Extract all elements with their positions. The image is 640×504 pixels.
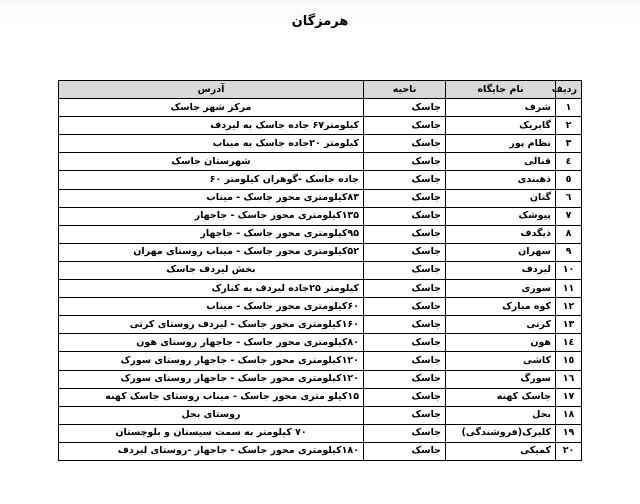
table-row bbox=[59, 207, 582, 225]
cell-index: ٤ bbox=[556, 153, 582, 171]
table-row bbox=[59, 117, 582, 135]
table-row bbox=[59, 352, 582, 370]
table-row bbox=[59, 424, 582, 442]
cell-address: شهرستان جاسک bbox=[59, 153, 364, 171]
table-row bbox=[59, 370, 582, 388]
cell-index: ۲۰ bbox=[556, 442, 582, 460]
table-row bbox=[59, 225, 582, 243]
cell-name: پیوشک bbox=[446, 207, 556, 225]
cell-index: ۱۳ bbox=[556, 316, 582, 334]
cell-district: جاسک bbox=[364, 352, 446, 370]
cell-address: ۶۰کیلومتری محور جاسک - میناب bbox=[59, 298, 364, 316]
cell-district: جاسک bbox=[364, 243, 446, 261]
page-title: هرمزگان bbox=[291, 14, 349, 29]
cell-index: ۱۱ bbox=[556, 280, 582, 298]
cell-district: جاسک bbox=[364, 153, 446, 171]
cell-district: جاسک bbox=[364, 261, 446, 279]
cell-address: ۷۰ کیلومتر به سمت سیستان و بلوچستان bbox=[59, 424, 364, 442]
cell-name: ذهبندی bbox=[446, 171, 556, 189]
cell-district: جاسک bbox=[364, 424, 446, 442]
cell-index: ۸ bbox=[556, 225, 582, 243]
cell-address: ۹۵کیلومتری محور جاسک - جاجهار bbox=[59, 225, 364, 243]
cell-address: ۸۳کیلومتری محور جاسک - میناب bbox=[59, 189, 364, 207]
cell-address: مرکز شهر جاسک bbox=[59, 99, 364, 117]
cell-address: بخش لیردف جاسک bbox=[59, 261, 364, 279]
cell-name: سهران bbox=[446, 243, 556, 261]
cell-name: بحل bbox=[446, 406, 556, 424]
cell-address: کیلومتر ۲۵جاده لیردف به کنارک bbox=[59, 280, 364, 298]
table-row bbox=[59, 135, 582, 153]
cell-district: جاسک bbox=[364, 280, 446, 298]
table-row bbox=[59, 153, 582, 171]
cell-district: جاسک bbox=[364, 99, 446, 117]
table-row bbox=[59, 334, 582, 352]
cell-district: جاسک bbox=[364, 207, 446, 225]
cell-name: سورگ bbox=[446, 370, 556, 388]
cell-address: ۸۰کیلومتری محور جاسک - جاجهار روستای هون bbox=[59, 334, 364, 352]
cell-index: ۲ bbox=[556, 117, 582, 135]
cell-address: کیلومتر۶۷ جاده جاسک به لیردف bbox=[59, 117, 364, 135]
cell-name: کرتی bbox=[446, 316, 556, 334]
cell-address: کیلومتر ۲۰جاده جاسک به میناب bbox=[59, 135, 364, 153]
cell-district: جاسک bbox=[364, 298, 446, 316]
cell-index: ۱٥ bbox=[556, 352, 582, 370]
cell-district: جاسک bbox=[364, 388, 446, 406]
table-row bbox=[59, 442, 582, 460]
table-row bbox=[59, 280, 582, 298]
stations-table bbox=[58, 80, 582, 461]
cell-district: جاسک bbox=[364, 117, 446, 135]
cell-district: جاسک bbox=[364, 370, 446, 388]
cell-index: ۱۰ bbox=[556, 261, 582, 279]
cell-name: شرف bbox=[446, 99, 556, 117]
header-index: ردیف bbox=[556, 81, 582, 99]
cell-index: ۱٤ bbox=[556, 334, 582, 352]
cell-address: روستای بحل bbox=[59, 406, 364, 424]
cell-index: ۱۲ bbox=[556, 298, 582, 316]
cell-name: جاسک کهنه bbox=[446, 388, 556, 406]
table-row bbox=[59, 189, 582, 207]
cell-address: ۵۲کیلومتری محور جاسک - میناب روستای مهران bbox=[59, 243, 364, 261]
table-body bbox=[59, 99, 582, 461]
cell-name: کلیرک(فروشندگی) bbox=[446, 424, 556, 442]
cell-name: گتان bbox=[446, 189, 556, 207]
cell-address: جاده جاسک -گوهران کیلومتر ۶۰ bbox=[59, 171, 364, 189]
cell-index: ٩ bbox=[556, 243, 582, 261]
cell-district: جاسک bbox=[364, 442, 446, 460]
cell-name: کوه مبارک bbox=[446, 298, 556, 316]
table-row bbox=[59, 99, 582, 117]
cell-name: نظام پور bbox=[446, 135, 556, 153]
header-district: ناحیه bbox=[364, 81, 446, 99]
cell-name: هون bbox=[446, 334, 556, 352]
cell-name: کمیکی bbox=[446, 442, 556, 460]
table-row bbox=[59, 261, 582, 279]
cell-district: جاسک bbox=[364, 171, 446, 189]
cell-index: ۱۷ bbox=[556, 388, 582, 406]
cell-name: قنالی bbox=[446, 153, 556, 171]
table-row bbox=[59, 316, 582, 334]
header-name: نام جایگاه bbox=[446, 81, 556, 99]
cell-index: ۱۹ bbox=[556, 424, 582, 442]
cell-index: ۱٦ bbox=[556, 370, 582, 388]
table-row bbox=[59, 243, 582, 261]
cell-index: ۱۸ bbox=[556, 406, 582, 424]
cell-index: ٥ bbox=[556, 171, 582, 189]
cell-name: سوری bbox=[446, 280, 556, 298]
cell-district: جاسک bbox=[364, 316, 446, 334]
header-address: آدرس bbox=[59, 81, 364, 99]
table-row bbox=[59, 298, 582, 316]
cell-district: جاسک bbox=[364, 225, 446, 243]
cell-index: ٧ bbox=[556, 207, 582, 225]
table-row bbox=[59, 388, 582, 406]
cell-district: جاسک bbox=[364, 135, 446, 153]
table-row bbox=[59, 171, 582, 189]
cell-address: ۱۸۰کیلومتری محور جاسک - جاجهار -روستای لیردف bbox=[59, 442, 364, 460]
table-header-row bbox=[59, 81, 582, 99]
cell-district: جاسک bbox=[364, 406, 446, 424]
cell-index: ۱ bbox=[556, 99, 582, 117]
cell-index: ۳ bbox=[556, 135, 582, 153]
cell-name: ذیگدف bbox=[446, 225, 556, 243]
cell-address: ۱۲۰کیلومتری محور جاسک - جاجهار روستای سورک bbox=[59, 370, 364, 388]
cell-name: گابریک bbox=[446, 117, 556, 135]
cell-index: ٦ bbox=[556, 189, 582, 207]
cell-address: ۱۵کیلو متری محور جاسک - میناب روستای جاسک کهنه bbox=[59, 388, 364, 406]
cell-name: کاشی bbox=[446, 352, 556, 370]
cell-address: ۱۲۰کیلومتری محور جاسک - جاجهار روستای سورک bbox=[59, 352, 364, 370]
table-row bbox=[59, 406, 582, 424]
cell-address: ۱۶۰کیلومتری محور جاسک - لیردف روستای کرتی bbox=[59, 316, 364, 334]
cell-address: ۱۳۵کیلومتری محور جاسک - جاجهار bbox=[59, 207, 364, 225]
cell-district: جاسک bbox=[364, 334, 446, 352]
cell-district: جاسک bbox=[364, 189, 446, 207]
cell-name: لیردف bbox=[446, 261, 556, 279]
